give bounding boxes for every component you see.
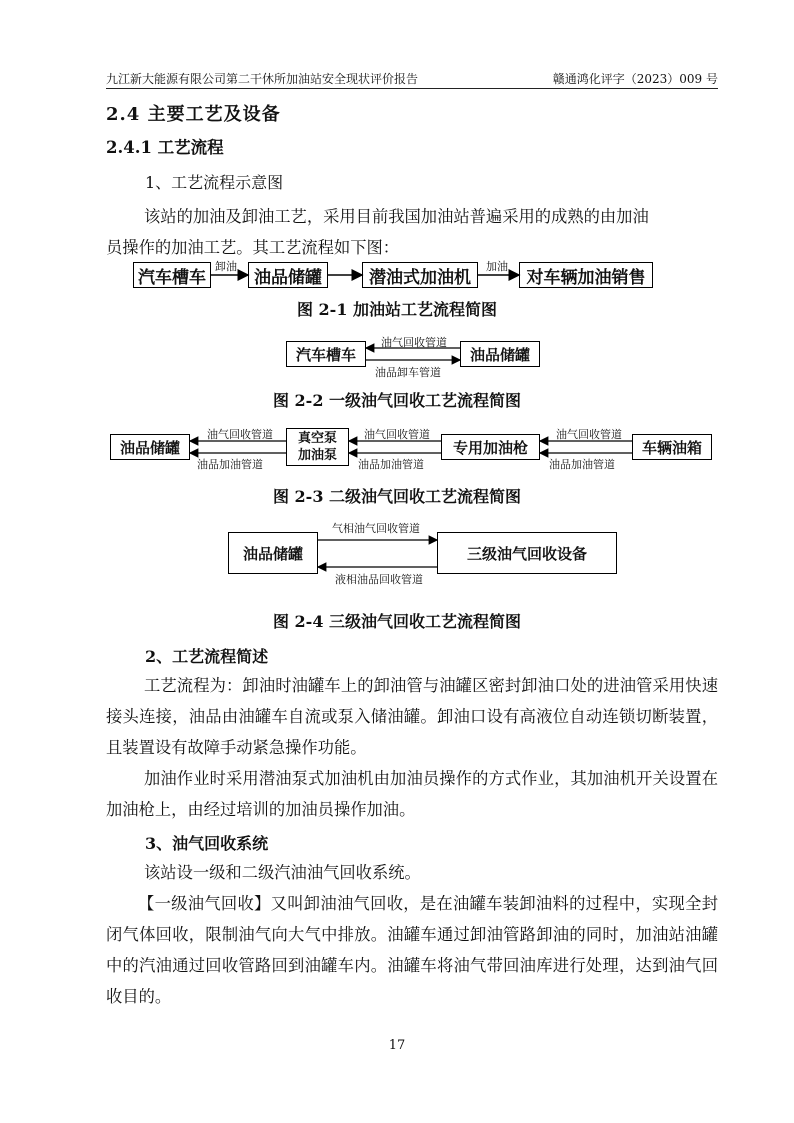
fig3-caption: 图 2-3 二级油气回收工艺流程简图 [272, 487, 522, 506]
fig3-box-pumps-line1: 真空泵 [297, 431, 337, 446]
item2-title: 2、工艺流程简述 [145, 647, 269, 666]
item3-para1: 该站设一级和二级汽油油气回收系统。 [144, 863, 421, 882]
fig3-box-pumps-line2: 加油泵 [297, 448, 337, 463]
fig1-box-tanker: 汽车槽车 [133, 262, 211, 288]
fig1-box-dispenser: 潜油式加油机 [362, 262, 478, 288]
fig1-caption: 图 2-1 加油站工艺流程简图 [296, 300, 498, 319]
intro-line-1: 该站的加油及卸油工艺，采用目前我国加油站普遍采用的成熟的由加油 [144, 207, 649, 226]
fig1-box-storage: 油品储罐 [248, 262, 328, 288]
fig3-label-top-2: 油气回收管道 [364, 428, 430, 441]
fig3-box-storage: 油品储罐 [110, 434, 190, 460]
header-left: 九江新大能源有限公司第二干休所加油站安全现状评价报告 [106, 72, 419, 86]
fig2-box-storage: 油品储罐 [460, 341, 540, 367]
intro-line-2: 员操作的加油工艺。其工艺流程如下图： [106, 238, 400, 257]
fig1-label-unload: 卸油 [215, 260, 237, 273]
item2-para1: 工艺流程为：卸油时油罐车上的卸油管与油罐区密封卸油口处的进油管采用快速接头连接，油品由油罐车自流或泵入储油罐。卸油口设有高液位自动连锁切断装置，且装置设有故障手动紧急操作功能。 [106, 676, 718, 757]
item2-para2: 加油作业时采用潜油泵式加油机由加油员操作的方式作业，其加油机开关设置在加油枪上，由经过培训的加油员操作加油。 [106, 769, 718, 819]
section-title: 2.4 主要工艺及设备 [106, 104, 281, 125]
item3-para2: 【一级油气回收】又叫卸油油气回收，是在油罐车装卸油料的过程中，实现全封闭气体回收，限制油气向大气中排放。油罐车通过卸油管路卸油的同时，加油站油罐中的汽油通过回收管路回到油罐车内。油罐车将油气带回油库进行处理，达到油气回收目的。 [106, 894, 718, 1006]
header-right: 赣通鸿化评字（2023）009 号 [552, 72, 718, 86]
fig3-label-top-1: 油气回收管道 [207, 428, 273, 441]
fig3-label-bottom-2: 油品加油管道 [358, 458, 424, 471]
fig1-label-fuel: 加油 [486, 260, 508, 273]
fig2-label-bottom: 油品卸车管道 [375, 366, 441, 379]
fig4-caption: 图 2-4 三级油气回收工艺流程简图 [272, 612, 522, 631]
item1-title: 1、工艺流程示意图 [145, 173, 284, 192]
fig3-label-bottom-3: 油品加油管道 [549, 458, 615, 471]
fig4-label-top: 气相油气回收管道 [332, 522, 420, 535]
fig3-label-top-3: 油气回收管道 [556, 428, 622, 441]
page-number: 17 [388, 1038, 406, 1053]
fig3-label-bottom-1: 油品加油管道 [197, 458, 263, 471]
fig4-box-storage: 油品储罐 [228, 532, 318, 574]
fig4-box-recovery-device: 三级油气回收设备 [437, 532, 617, 574]
fig2-box-tanker: 汽车槽车 [286, 341, 366, 367]
fig4-label-bottom: 液相油品回收管道 [335, 573, 423, 586]
fig3-box-vehicle-tank: 车辆油箱 [632, 434, 712, 460]
fig2-caption: 图 2-2 一级油气回收工艺流程简图 [272, 391, 522, 410]
subsection-title: 2.4.1 工艺流程 [106, 138, 224, 157]
fig3-box-nozzle: 专用加油枪 [441, 434, 540, 460]
fig1-box-sales: 对车辆加油销售 [519, 262, 653, 288]
fig2-label-top: 油气回收管道 [381, 336, 447, 349]
item3-title: 3、油气回收系统 [145, 834, 269, 853]
fig3-box-pumps [286, 428, 349, 466]
